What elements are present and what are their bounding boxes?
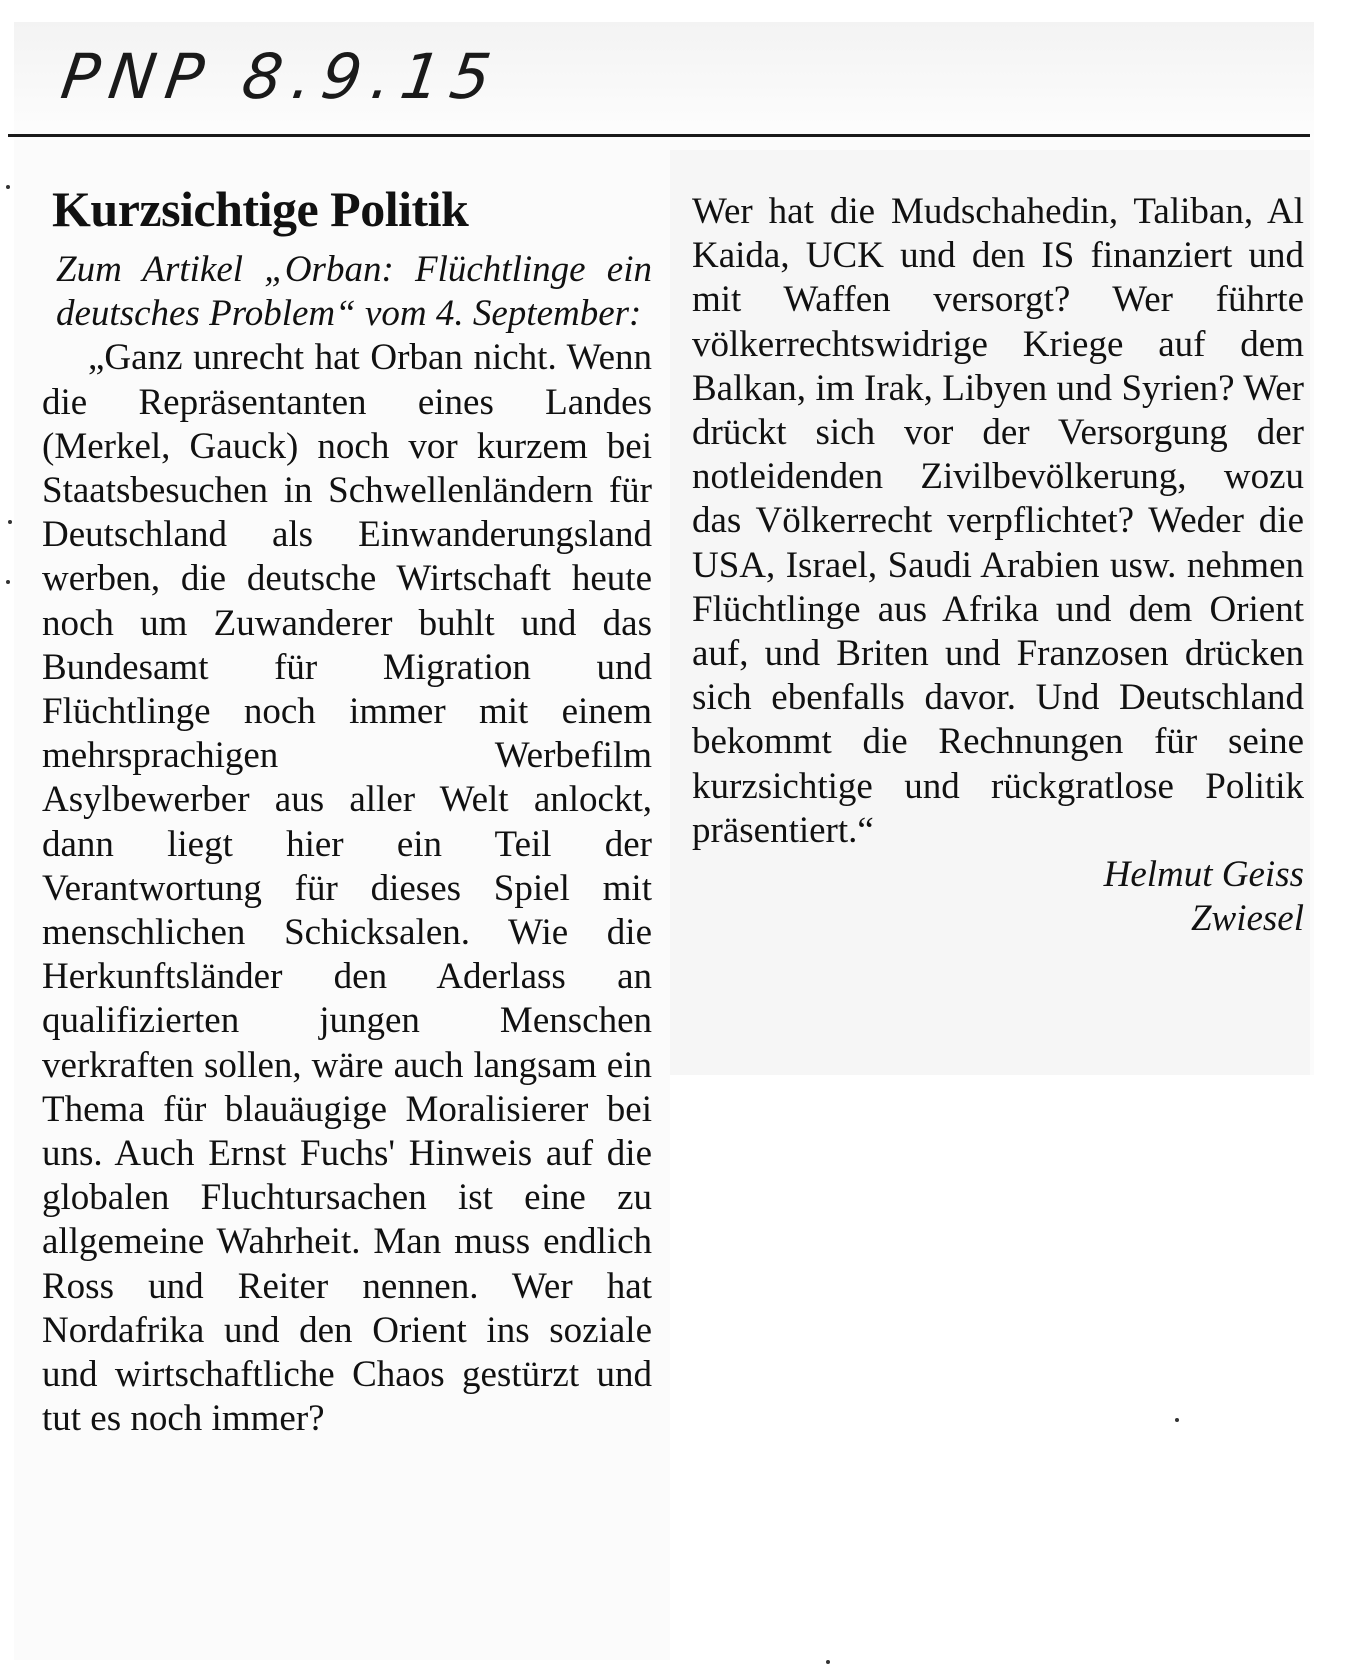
scan-speck: [1175, 1418, 1179, 1422]
article-headline: Kurzsichtige Politik: [52, 181, 469, 237]
handwritten-date-note: PNP 8.9.15: [56, 40, 506, 113]
article-column-right: [692, 190, 1304, 941]
author-city: Zwiesel: [1190, 898, 1304, 940]
article-body-right: Wer hat die Mudschahedin, Taliban, Al Kaida, UCK und den IS finanziert und mit Waffen versorgt? Wer führte völkerrechtswidrige Kriege auf dem Balkan, im Irak, Libyen und Syrien? Wer drückt sich vor der Versorgung der notleidenden Zivilbevölkerung, wozu das Völkerrecht verpflichtet? Weder die USA, Israel, Saudi Arabien usw. nehmen Flüchtlinge aus Afrika und dem Orient auf, und Briten und Franzosen drücken sich ebenfalls davor. Und Deutschland bekommt die Rechnungen für seine kurzsichtige und rückgratlose Politik präsentiert.“: [692, 191, 1304, 851]
article-body-left: „Ganz unrecht hat Orban nicht. Wenn die Repräsentanten eines Landes (Merkel, Gauck) noch vor kurzem bei Staatsbesuchen in Schwellenländern für Deutschland als Einwanderungsland werben, die deutsche Wirtschaft heute noch um Zuwanderer buhlt und das Bundesamt für Migration und Flüchtlinge noch immer mit einem mehrsprachigen Werbefilm Asylbewerber aus aller Welt anlockt, dann liegt hier ein Teil der Verantwortung für dieses Spiel mit menschlichen Schicksalen. Wie die Herkunftsländer den Aderlass an qualifizierten jungen Menschen verkraften sollen, wäre auch langsam ein Thema für blauäugige Moralisierer bei uns. Auch Ernst Fuchs' Hinweis auf die globalen Fluchtursachen ist eine zu allgemeine Wahrheit. Man muss endlich Ross und Reiter nennen. Wer hat Nordafrika und den Orient ins soziale und wirtschaftliche Chaos gestürzt und tut es noch immer?: [42, 337, 652, 1440]
article-intro: Zum Artikel „Orban: Flüchtlinge ein deutsches Problem“ vom 4. September:: [56, 249, 652, 335]
scan-speck: [8, 520, 12, 524]
scan-speck: [6, 580, 10, 584]
author-name: Helmut Geiss: [1103, 854, 1304, 896]
article-column-left: [42, 248, 652, 1441]
scan-speck: [6, 185, 10, 189]
top-rule: [8, 134, 1310, 137]
blank-paper-area: [670, 1075, 1314, 1660]
scan-speck: [826, 1660, 830, 1664]
